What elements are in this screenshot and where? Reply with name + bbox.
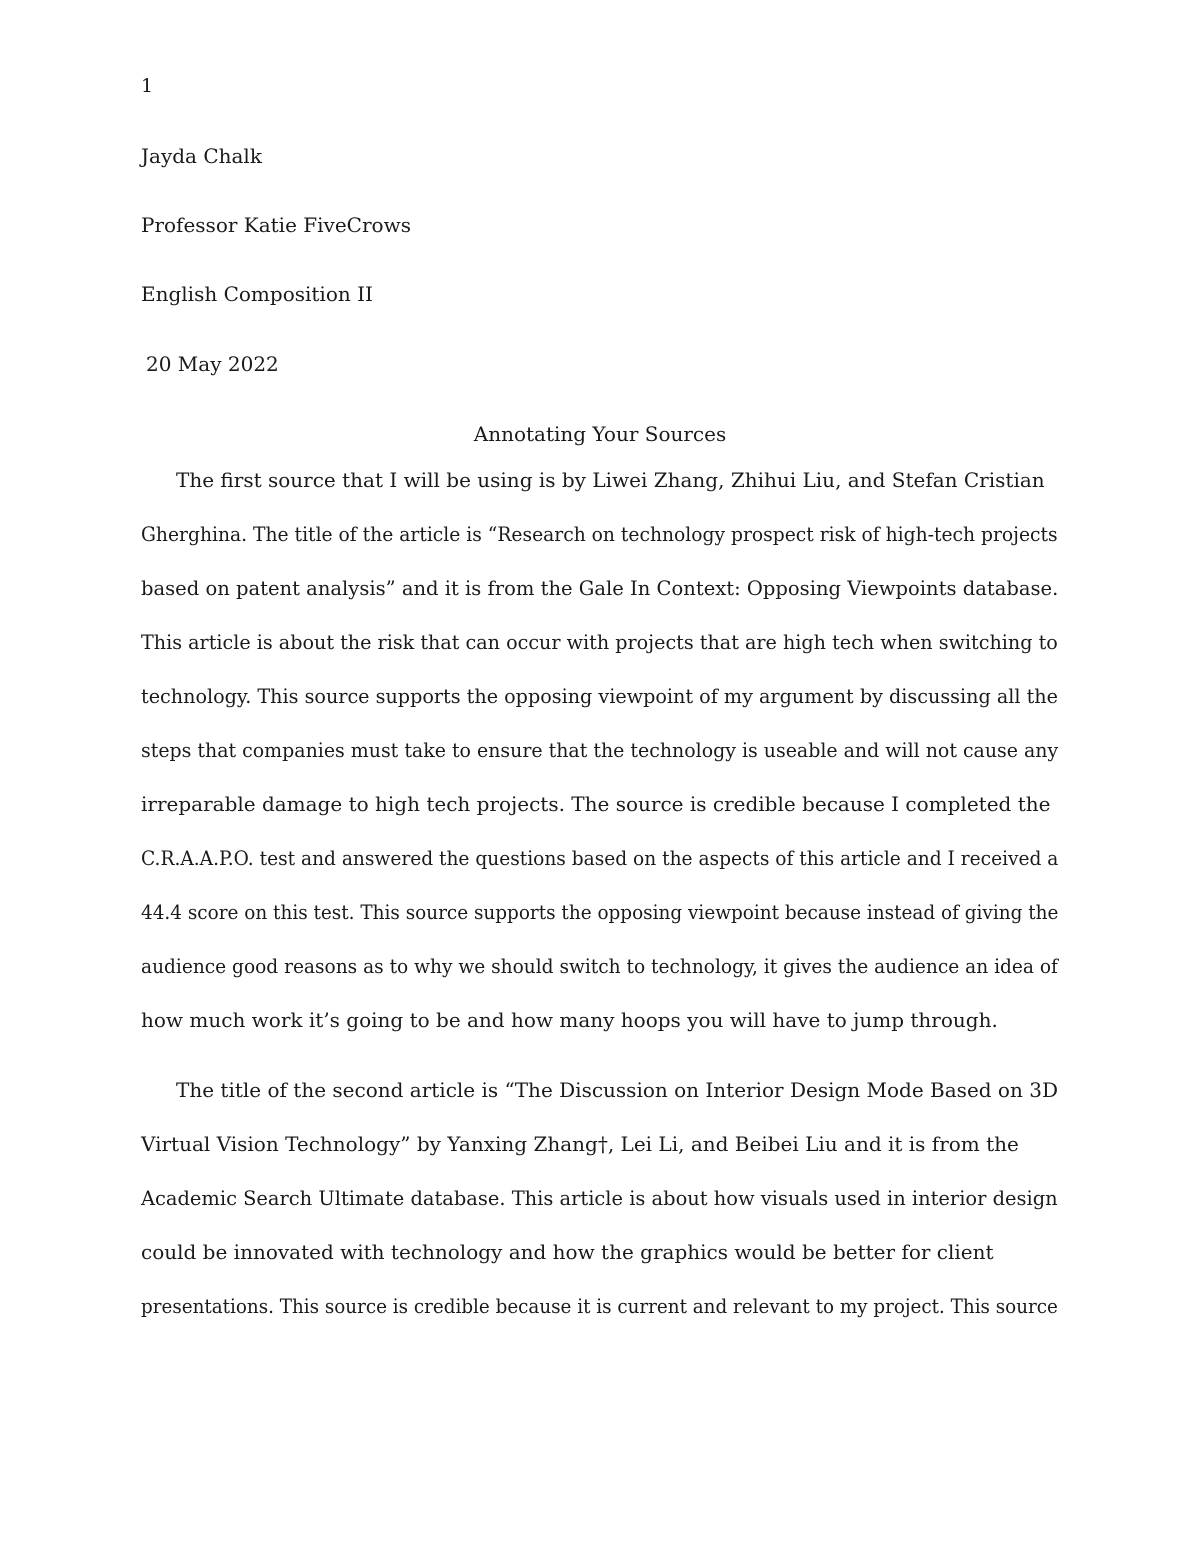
paragraph-2-line: The title of the second article is “The Discussion on Interior Design Mode Based on 3D <box>176 1078 1058 1102</box>
paragraph-1-line: The first source that I will be using is by Liwei Zhang, Zhihui Liu, and Stefan Cristian <box>176 468 1045 492</box>
paragraph-2-line: Virtual Vision Technology” by Yanxing Zhang†, Lei Li, and Beibei Liu and it is from the <box>141 1132 1019 1156</box>
paragraph-1-line: based on patent analysis” and it is from the Gale In Context: Opposing Viewpoints database. <box>141 576 1059 600</box>
paragraph-2-line: could be innovated with technology and how the graphics would be better for client <box>141 1240 994 1264</box>
page-number: 1 <box>141 75 154 97</box>
document-date: 20 May 2022 <box>146 352 279 376</box>
paragraph-1-line: irreparable damage to high tech projects. The source is credible because I completed the <box>141 792 1051 816</box>
paragraph-1-line: 44.4 score on this test. This source supports the opposing viewpoint because instead of giving the <box>141 900 1059 924</box>
course-name: English Composition II <box>141 282 373 306</box>
paragraph-1-line: audience good reasons as to why we should switch to technology, it gives the audience an idea of <box>141 954 1058 978</box>
paragraph-1-line: This article is about the risk that can occur with projects that are high tech when switching to <box>141 630 1058 654</box>
student-name: Jayda Chalk <box>141 144 262 168</box>
professor-name: Professor Katie FiveCrows <box>141 213 411 237</box>
paragraph-1-line: steps that companies must take to ensure that the technology is useable and will not cause any <box>141 738 1059 762</box>
paragraph-1-line: C.R.A.A.P.O. test and answered the questions based on the aspects of this article and I received a <box>141 846 1059 870</box>
paragraph-2-line: presentations. This source is credible because it is current and relevant to my project. This source <box>141 1294 1058 1318</box>
document-title: Annotating Your Sources <box>473 422 727 446</box>
paragraph-2-line: Academic Search Ultimate database. This article is about how visuals used in interior design <box>141 1186 1058 1210</box>
paragraph-1-line: how much work it’s going to be and how many hoops you will have to jump through. <box>141 1008 998 1032</box>
paragraph-1-line: Gherghina. The title of the article is “Research on technology prospect risk of high-tech projects <box>141 522 1058 546</box>
paragraph-1-line: technology. This source supports the opposing viewpoint of my argument by discussing all the <box>141 684 1058 708</box>
